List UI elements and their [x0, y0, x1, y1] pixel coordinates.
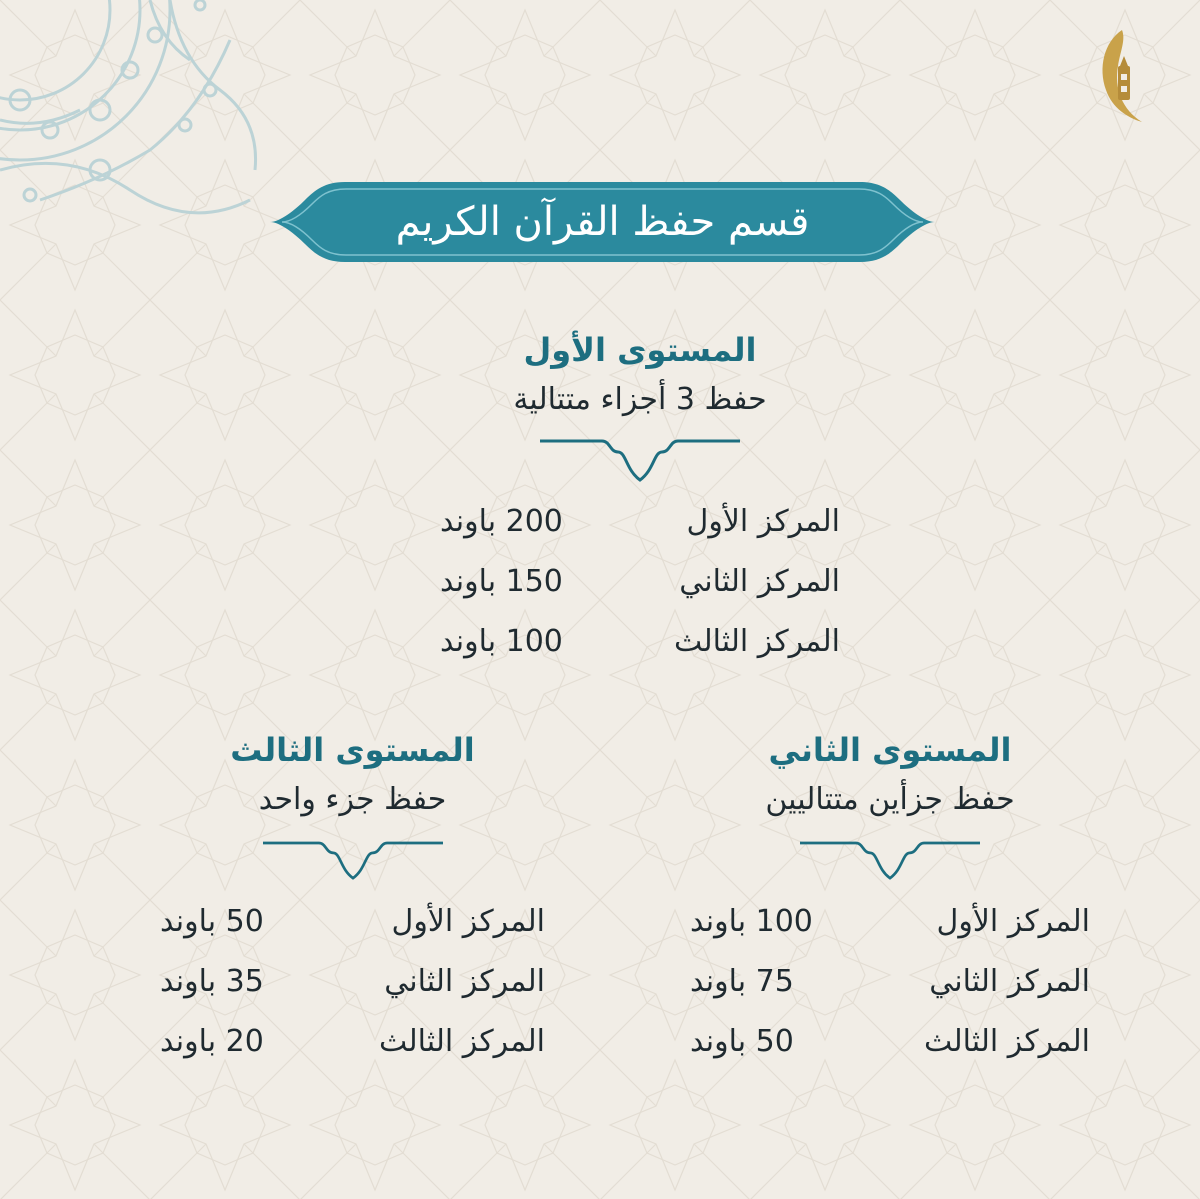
prize-amount: 50 باوند — [160, 904, 264, 939]
level-two-section — [690, 730, 1090, 1072]
level-title: المستوى الثالث — [230, 731, 475, 769]
prize-amount: 75 باوند — [690, 964, 794, 999]
level-description: حفظ جزأين متتاليين — [765, 782, 1015, 817]
prize-rank: المركز الأول — [936, 904, 1090, 939]
prize-list — [160, 892, 545, 1072]
prize-row — [690, 892, 1090, 952]
prize-rank: المركز الثاني — [384, 964, 545, 999]
prize-amount: 200 باوند — [440, 504, 563, 539]
prize-row — [440, 612, 840, 672]
ornamental-divider — [800, 838, 980, 884]
prize-rank: المركز الثالث — [923, 1024, 1090, 1059]
prize-amount: 150 باوند — [440, 564, 563, 599]
prize-amount: 50 باوند — [690, 1024, 794, 1059]
prize-row — [690, 952, 1090, 1012]
prize-row — [690, 1012, 1090, 1072]
prize-list — [440, 492, 840, 672]
ornamental-divider — [540, 438, 740, 484]
prize-rank: المركز الثالث — [673, 624, 840, 659]
prize-rank: المركز الثالث — [378, 1024, 545, 1059]
level-title: المستوى الأول — [523, 331, 757, 369]
prize-row — [160, 952, 545, 1012]
prize-rank: المركز الثاني — [929, 964, 1090, 999]
prize-amount: 100 باوند — [440, 624, 563, 659]
logo-icon — [1092, 26, 1150, 126]
prize-amount: 35 باوند — [160, 964, 264, 999]
prize-amount: 20 باوند — [160, 1024, 264, 1059]
level-description: حفظ جزء واحد — [258, 782, 447, 817]
prize-row — [440, 552, 840, 612]
prize-rank: المركز الأول — [391, 904, 545, 939]
banner-title: قسم حفظ القرآن الكريم — [395, 199, 810, 245]
floral-ornament-icon — [0, 0, 280, 240]
level-three-section — [160, 730, 545, 1072]
prize-list — [690, 892, 1090, 1072]
prize-amount: 100 باوند — [690, 904, 813, 939]
level-one-section — [440, 330, 840, 672]
prize-rank: المركز الثاني — [679, 564, 840, 599]
title-banner — [270, 172, 935, 272]
prize-rank: المركز الأول — [686, 504, 840, 539]
ornamental-divider — [263, 838, 443, 884]
prize-row — [160, 892, 545, 952]
level-description: حفظ 3 أجزاء متتالية — [513, 382, 767, 417]
prize-row — [440, 492, 840, 552]
level-title: المستوى الثاني — [768, 731, 1012, 769]
prize-row — [160, 1012, 545, 1072]
